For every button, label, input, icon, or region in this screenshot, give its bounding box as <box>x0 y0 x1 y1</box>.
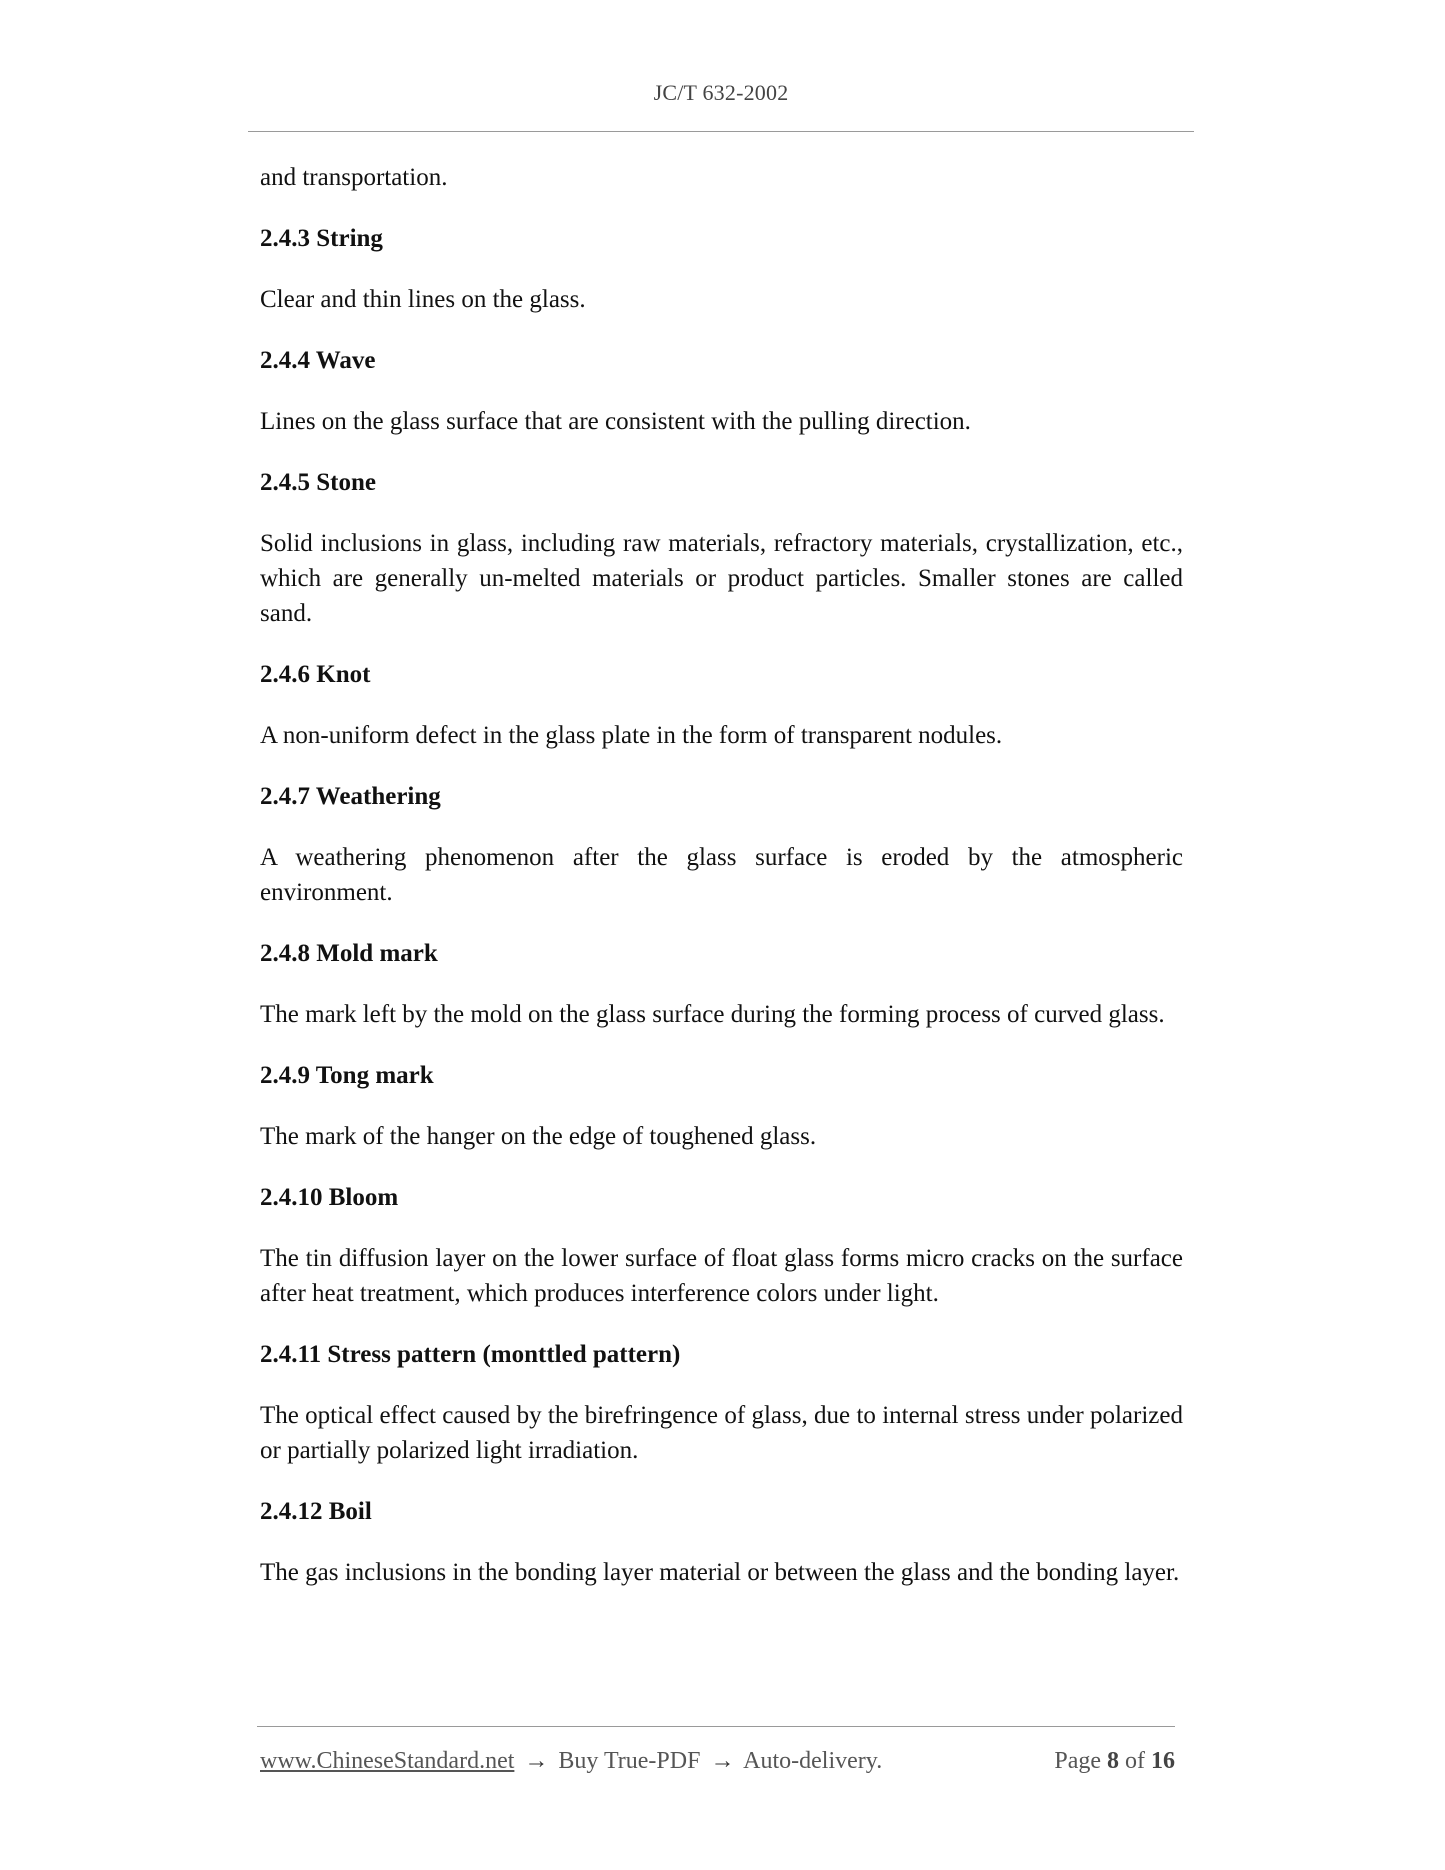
paragraph: The mark left by the mold on the glass surface during the forming process of curved glass. <box>260 1001 1165 1028</box>
section-heading: 2.4.9 Tong mark <box>260 1062 434 1089</box>
paragraph: Solid inclusions in glass, including raw materials, refractory materials, crystallization, etc., which are generally un-melted materials or product particles. Smaller stones are called sand. <box>260 530 1183 627</box>
arrow-right-icon: → <box>524 1748 549 1774</box>
website-link[interactable]: www.ChineseStandard.net <box>260 1748 515 1774</box>
arrow-right-icon: → <box>710 1748 735 1774</box>
total-pages: 16 <box>1151 1748 1175 1774</box>
buy-true-pdf-text: Buy True-PDF <box>558 1748 701 1774</box>
section-heading: 2.4.3 String <box>260 225 383 252</box>
footer-divider <box>257 1726 1175 1727</box>
paragraph: The gas inclusions in the bonding layer material or between the glass and the bonding layer. <box>260 1559 1180 1586</box>
of-label: of <box>1125 1748 1145 1774</box>
section-heading: 2.4.8 Mold mark <box>260 940 438 967</box>
section-heading: 2.4.12 Boil <box>260 1498 372 1525</box>
page-label: Page <box>1054 1748 1101 1774</box>
section-heading: 2.4.11 Stress pattern (monttled pattern) <box>260 1341 681 1368</box>
section-heading: 2.4.10 Bloom <box>260 1184 399 1211</box>
document-body <box>260 160 1183 1616</box>
paragraph: A weathering phenomenon after the glass surface is eroded by the atmospheric environment. <box>260 844 1183 906</box>
paragraph: The optical effect caused by the birefringence of glass, due to internal stress under polarized or partially polarized light irradiation. <box>260 1402 1183 1464</box>
section-heading: 2.4.5 Stone <box>260 469 376 496</box>
section-heading: 2.4.7 Weathering <box>260 783 441 810</box>
section-heading: 2.4.4 Wave <box>260 347 376 374</box>
footer-left <box>260 1748 882 1775</box>
auto-delivery-text: Auto-delivery. <box>743 1748 883 1774</box>
document-id-header: JC/T 632-2002 <box>653 80 789 105</box>
paragraph: and transportation. <box>260 164 448 191</box>
paragraph: A non-uniform defect in the glass plate in the form of transparent nodules. <box>260 722 1003 749</box>
header-divider <box>248 131 1194 132</box>
section-heading: 2.4.6 Knot <box>260 661 371 688</box>
page-number <box>1054 1748 1175 1775</box>
paragraph: Lines on the glass surface that are consistent with the pulling direction. <box>260 408 971 435</box>
current-page: 8 <box>1107 1748 1119 1774</box>
paragraph: The mark of the hanger on the edge of toughened glass. <box>260 1123 817 1150</box>
page-footer <box>260 1748 1175 1782</box>
paragraph: Clear and thin lines on the glass. <box>260 286 586 313</box>
paragraph: The tin diffusion layer on the lower surface of float glass forms micro cracks on the surface after heat treatment, which produces interference colors under light. <box>260 1245 1183 1307</box>
